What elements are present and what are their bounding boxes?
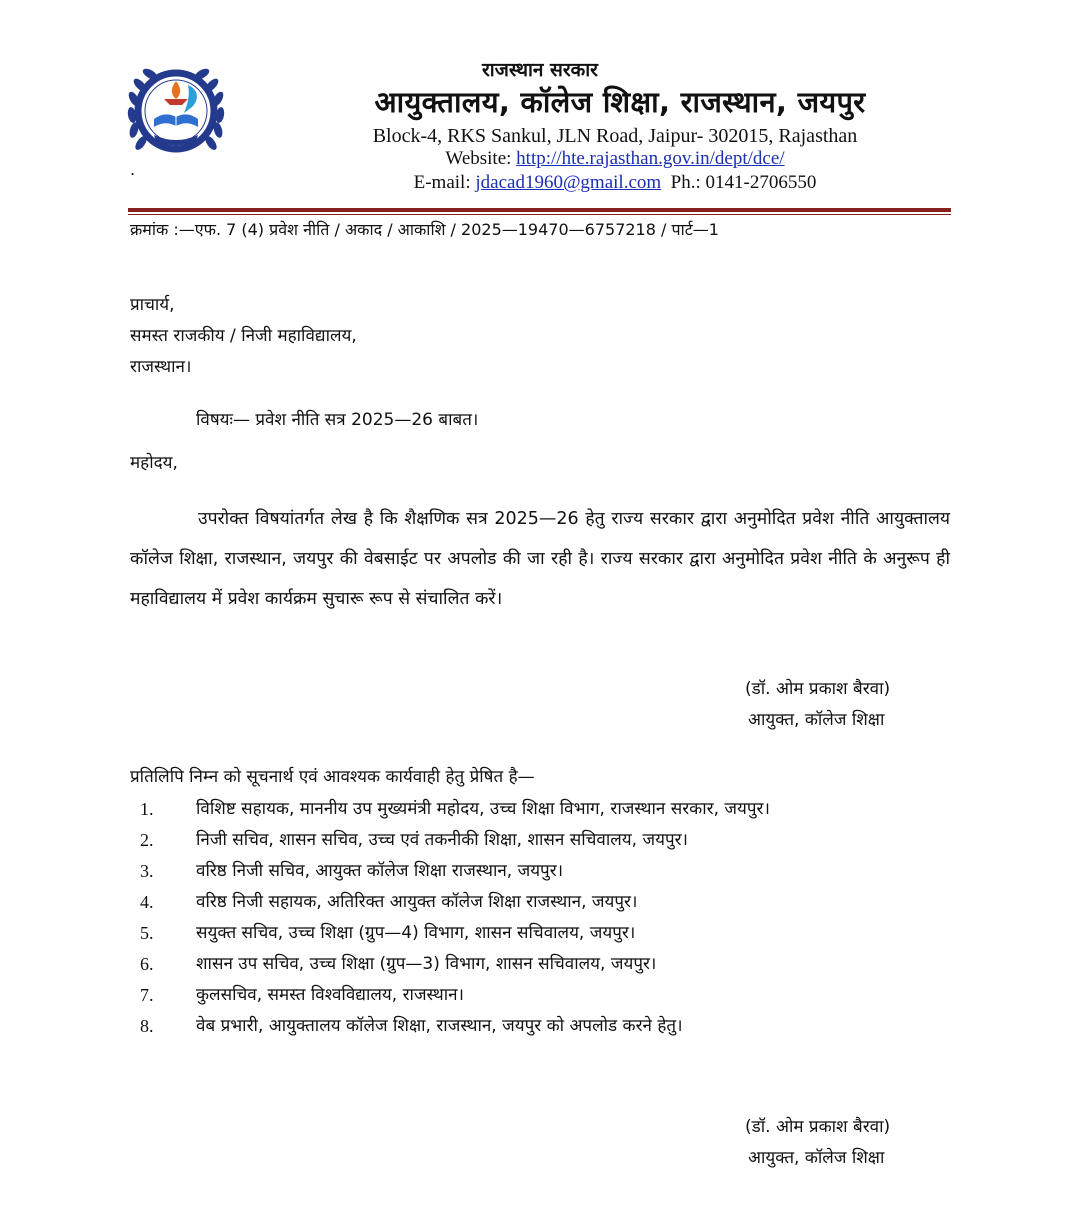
list-item-text: शासन उप सचिव, उच्च शिक्षा (ग्रुप—3) विभाग, शासन सचिवालय, जयपुर। [196,954,657,974]
list-item [140,856,940,887]
website-link[interactable]: http://hte.rajasthan.gov.in/dept/dce/ [516,148,785,169]
department-logo [118,55,234,163]
list-item-text: वरिष्ठ निजी सचिव, आयुक्त कॉलेज शिक्षा राजस्थान, जयपुर। [196,861,564,881]
list-item-text: वेब प्रभारी, आयुक्तालय कॉलेज शिक्षा, राजस्थान, जयपुर को अपलोड करने हेतु। [196,1016,683,1036]
office-heading: आयुक्तालय, कॉलेज शिक्षा, राजस्थान, जयपुर [374,85,866,119]
header-divider-thin [128,214,951,215]
stray-dot: . [130,160,136,179]
phone-label: Ph.: [670,172,701,193]
list-item-text: सयुक्त सचिव, उच्च शिक्षा (ग्रुप—4) विभाग, शासन सचिवालय, जयपुर। [196,923,636,943]
letter-body: उपरोक्त विषयांतर्गत लेख है कि शैक्षणिक सत्र 2025—26 हेतु राज्य सरकार द्वारा अनुमोदित प्रवेश नीति आयुक्तालय कॉलेज शिक्षा, राजस्थान, जयपुर की वेबसाईट पर अपलोड की जा रही है। राज्य सरकार द्वारा अनुमोदित प्रवेश नीति के अनुरूप ही महाविद्यालय में प्रवेश कार्यक्रम सुचारू रूप से संचालित करें। [130,509,950,609]
copy-signatory-title: आयुक्त, कॉलेज शिक्षा [748,1148,885,1168]
list-item [140,794,940,825]
copy-list [140,794,940,1042]
list-item [140,980,940,1011]
header-divider [128,208,951,212]
list-item-number: 6. [140,954,154,974]
copy-signatory-name: (डॉ. ओम प्रकाश बैरवा) [745,1117,891,1137]
list-item-number: 8. [140,1016,154,1036]
list-item-number: 1. [140,799,154,819]
copy-intro: प्रतिलिपि निम्न को सूचनार्थ एवं आवश्यक कार्यवाही हेतु प्रेषित है— [130,767,535,787]
reference-number: क्रमांक :—एफ. 7 (4) प्रवेश नीति / अकाद / आकाशि / 2025—19470—6757218 / पार्ट—1 [130,220,719,239]
recipient-line-2: समस्त राजकीय / निजी महाविद्यालय, [130,326,357,346]
list-item-text: वरिष्ठ निजी सहायक, अतिरिक्त आयुक्त कॉलेज शिक्षा राजस्थान, जयपुर। [196,892,638,912]
signatory-title: आयुक्त, कॉलेज शिक्षा [748,710,885,730]
salutation: महोदय, [130,453,178,473]
list-item [140,825,940,856]
list-item-text: विशिष्ट सहायक, माननीय उप मुख्यमंत्री महोदय, उच्च शिक्षा विभाग, राजस्थान सरकार, जयपुर। [196,799,770,819]
email-link[interactable]: jdacad1960@gmail.com [475,172,662,193]
government-heading: राजस्थान सरकार [482,59,598,81]
list-item [140,887,940,918]
website-label: Website: [445,148,512,169]
list-item [140,918,940,949]
contact-line [330,172,900,194]
office-address: Block-4, RKS Sankul, JLN Road, Jaipur- 302015, Rajasthan [372,125,858,147]
phone-number: 0141-2706550 [705,172,817,193]
list-item-number: 7. [140,985,154,1005]
recipient-line-3: राजस्थान। [130,357,192,377]
list-item-number: 3. [140,861,154,881]
list-item-text: निजी सचिव, शासन सचिव, उच्च एवं तकनीकी शिक्षा, शासन सचिवालय, जयपुर। [196,830,688,850]
list-item [140,949,940,980]
recipient-line-1: प्राचार्य, [130,295,175,315]
list-item-number: 2. [140,830,154,850]
list-item-text: कुलसचिव, समस्त विश्वविद्यालय, राजस्थान। [196,985,464,1005]
list-item-number: 5. [140,923,154,943]
signatory-name: (डॉ. ओम प्रकाश बैरवा) [745,679,891,699]
website-line [330,148,900,170]
email-label: E-mail: [413,172,471,193]
list-item-number: 4. [140,892,154,912]
list-item [140,1011,940,1042]
subject-line: विषयः— प्रवेश नीति सत्र 2025—26 बाबत। [196,410,479,430]
